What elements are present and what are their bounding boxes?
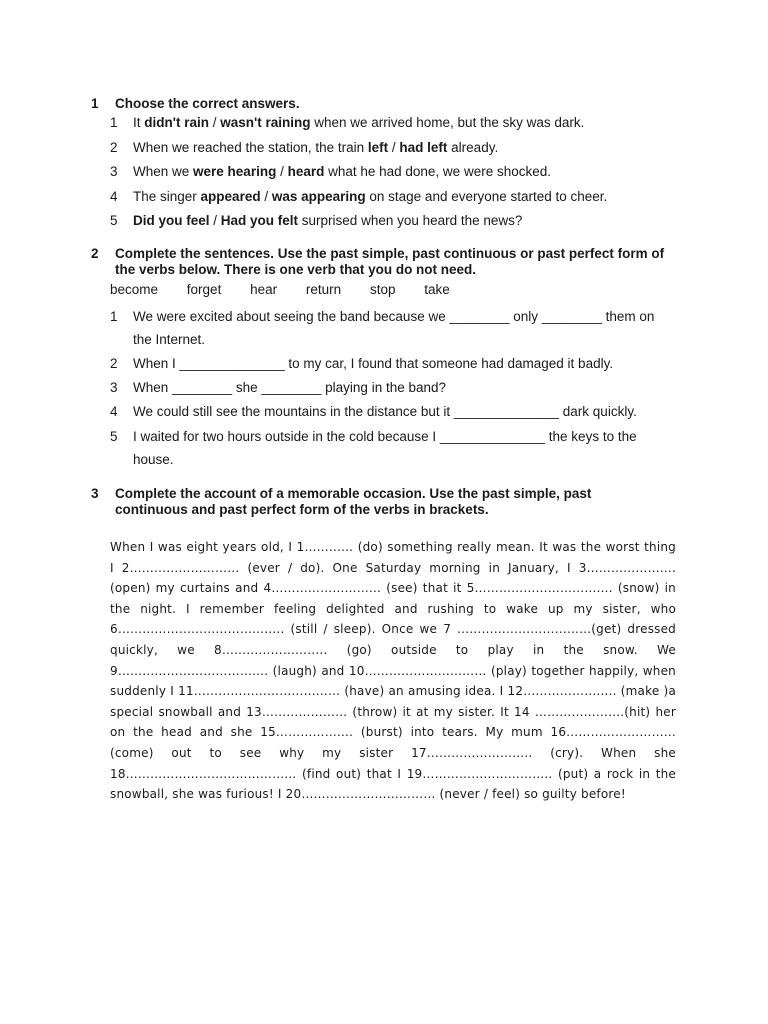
item-text: It didn't rain / wasn't raining when we arrived home, but the sky was dark.	[133, 115, 585, 130]
item-text: When I ______________ to my car, I found that someone had damaged it badly.	[133, 356, 614, 371]
item-number: 5	[110, 213, 118, 228]
item-text: I waited for two hours outside in the cold because I ______________ the keys to the house.	[133, 429, 637, 467]
section-heading: Complete the account of a memorable occasion. Use the past simple, past continuous and past perfect form of the verbs in brackets.	[115, 486, 592, 517]
option-a[interactable]: were hearing	[193, 164, 277, 179]
item-number: 4	[110, 188, 118, 204]
item-text: We could still see the mountains in the distance but it ______________ dark quickly.	[133, 404, 637, 419]
option-a[interactable]: left	[367, 139, 389, 155]
item-number: 2	[110, 356, 118, 371]
section-number: 3	[91, 486, 99, 501]
item-text: When we reached the station, the train left / had left already.	[133, 139, 499, 155]
item-number: 3	[110, 164, 118, 179]
item-number: 5	[110, 429, 118, 444]
item-text: We were excited about seeing the band because we ________ only ________ them on the Internet.	[133, 309, 655, 347]
option-b[interactable]: was appearing	[271, 188, 366, 204]
section-heading: Complete the sentences. Use the past simple, past continuous or past perfect form of the verbs below. There is one verb that you do not need.	[115, 246, 665, 277]
item-text: Did you feel / Had you felt surprised when you heard the news?	[133, 213, 523, 228]
section-number: 2	[91, 246, 99, 261]
word-bank-item: take	[424, 282, 450, 297]
option-a[interactable]: appeared	[200, 188, 261, 204]
word-bank-item: stop	[369, 282, 396, 297]
option-b[interactable]: wasn't raining	[220, 115, 311, 130]
option-b[interactable]: Had you felt	[220, 213, 299, 228]
item-text: When we were hearing / heard what he had done, we were shocked.	[133, 164, 551, 179]
word-bank	[110, 280, 475, 300]
item-number: 1	[110, 115, 118, 130]
option-a[interactable]: didn't rain	[144, 115, 209, 130]
section-heading: Choose the correct answers.	[115, 96, 300, 111]
item-number: 1	[110, 309, 118, 324]
story-passage: When I was eight years old, I 1………… (do) something really mean. It was the worst thing I 2……………………… (ever / do). One Saturday morning in January, I 3…………………. (open) my curtains and 4……………………… (see) that it 5……………………………. (snow) in the night. I remember feeling delighted and rushing to wake up my sister, who 6………………………………….. (still / sleep). Once we 7 ……………………………(get) dressed quickly, we 8…………………….. (go) outside to play in the snow. We 9………………………………. (laugh) and 10………………………… (play) together happily, when suddenly I 11……………………………… (have) an amusing idea. I 12………………….. (make )a special snowball and 13………………… (throw) it at my sister. It 14 ………………….(hit) her on the head and she 15………………. (burst) into tears. My mum 16……………………… (come) out to see why my sister 17…………………….. (cry). When she 18…………………………………… (find out) that I 19………………………….. (put) a rock in the snowball, she was furious! I 20…………………………… (never / feel) so guilty before!	[110, 540, 676, 802]
word-bank-item: become	[110, 282, 159, 297]
item-number: 3	[110, 380, 118, 395]
word-bank-item: return	[305, 282, 342, 297]
word-bank-item: hear	[250, 282, 278, 297]
section-number: 1	[91, 96, 99, 111]
option-b[interactable]: heard	[287, 164, 325, 179]
option-b[interactable]: had left	[399, 139, 448, 155]
item-text: When ________ she ________ playing in the band?	[133, 380, 447, 395]
word-bank-item: forget	[186, 282, 222, 297]
option-a[interactable]: Did you feel	[133, 213, 210, 228]
item-number: 4	[110, 404, 118, 419]
item-text: The singer appeared / was appearing on stage and everyone started to cheer.	[133, 188, 608, 204]
item-number: 2	[110, 139, 118, 155]
